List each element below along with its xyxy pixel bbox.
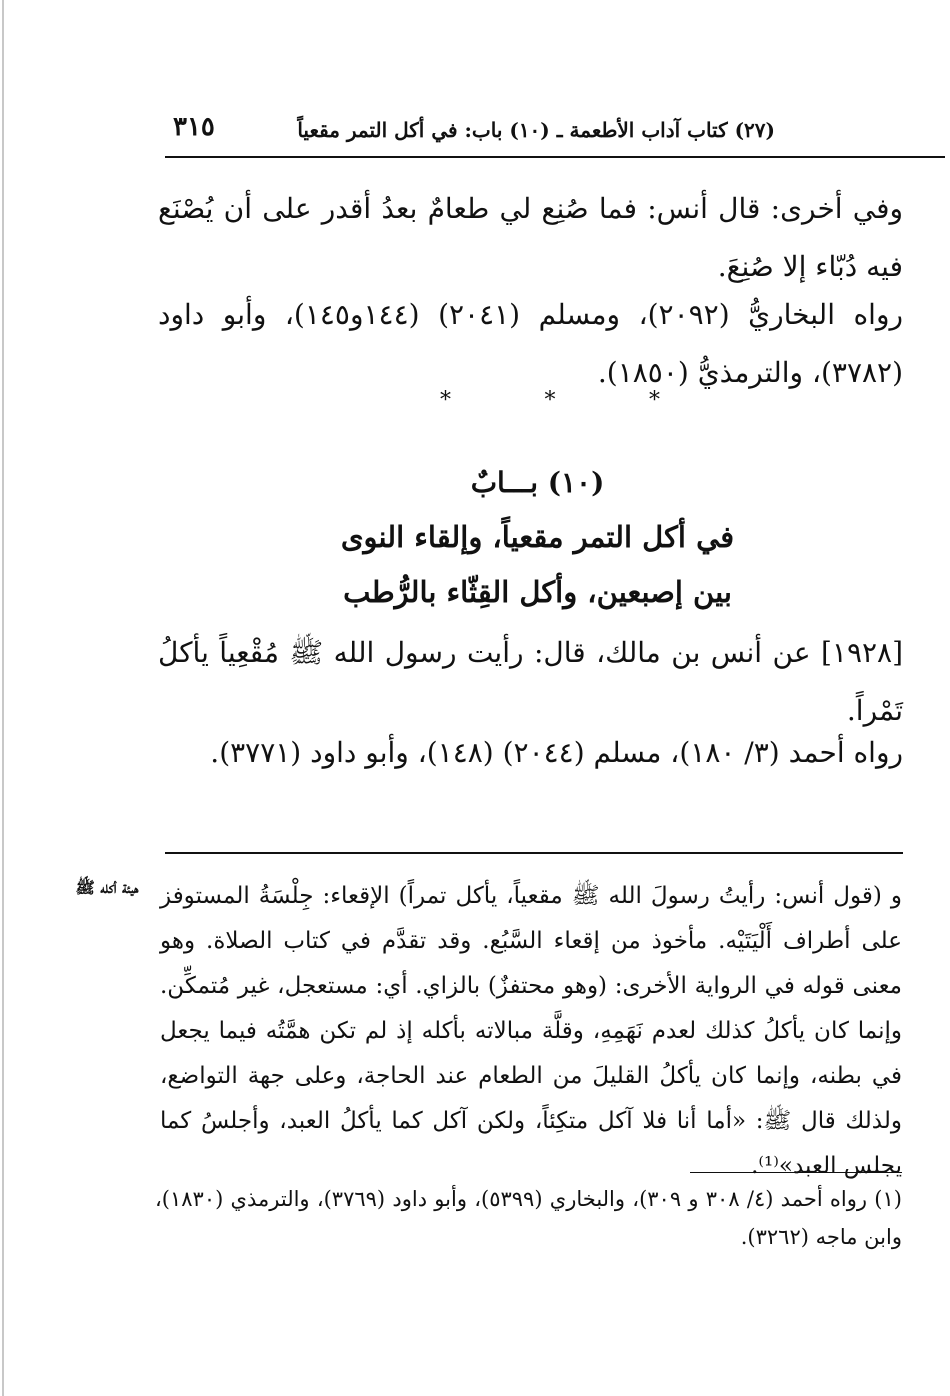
- chapter-number: (١٠) بـــابٌ: [470, 466, 605, 499]
- header-rule: [165, 156, 945, 158]
- page-number: ٣١٥: [173, 112, 215, 142]
- hadith-sources-paragraph: رواه أحمد (٣/ ١٨٠)، مسلم (٢٠٤٤) (١٤٨)، وأبو داود (٣٧٧١).: [210, 736, 903, 769]
- text-divider: [165, 852, 903, 854]
- footnote-rule: [690, 1172, 902, 1173]
- running-head: (٢٧) كتاب آداب الأطعمة ـ (١٠) باب: في أكل التمر مقعياً: [297, 118, 775, 142]
- hadith-sources-paragraph: رواه البخاريُّ (٢٠٩٢)، ومسلم (٢٠٤١) (١٤٤و١٤٥)، وأبو داود (٣٧٨٢)، والترمذيُّ (١٨٥٠).: [158, 298, 903, 389]
- page-header: [165, 112, 945, 152]
- chapter-heading: [165, 455, 910, 620]
- hadith-variant-paragraph: وفي أخرى: قال أنس: فما صُنِع لي طعامٌ بعدُ أقدر على أن يُصْنَع فيه دُبّاء إلا صُنِعَ.: [158, 192, 903, 283]
- footnote: (١) رواه أحمد (٤/ ٣٠٨ و ٣٠٩)، والبخاري (٥٣٩٩)، وأبو داود (٣٧٦٩)، والترمذي (١٨٣٠)، وابن ماجه (٣٢٦٢).: [155, 1187, 902, 1249]
- section-separator: [440, 388, 660, 428]
- margin-note: هيئة أكله ﷺ: [75, 878, 139, 897]
- separator-star: *: [440, 388, 451, 413]
- separator-star: *: [649, 388, 660, 413]
- scan-edge: [2, 0, 4, 1396]
- hadith-paragraph: [١٩٢٨] عن أنس بن مالك، قال: رأيت رسول الله ﷺ مُقْعِياً يأكلُ تَمْراً.: [158, 636, 903, 727]
- chapter-title-line: في أكل التمر مقعياً، وإلقاء النوى: [340, 520, 735, 554]
- commentary-text: و (قول أنس: رأيتُ رسولَ الله ﷺ مقعياً، يأكل تمراً) الإقعاء: جِلْسَةُ المستوفز على أطراف أَلْيَتَيْه. مأخوذ من إقعاء السَّبُع. وقد تقدَّم في كتاب الصلاة. وهو معنى قوله في الرواية الأخرى: (وهو محتفزٌ) بالزاي. أي: مستعجل، غير مُتمكِّن. وإنما كان يأكلُ كذلك لعدم نَهَمِهِ، وقلَّة مبالاته بأكله إذ لم تكن همَّتُه فيما يجعل في بطنه، وإنما كان يأكلُ القليلَ من الطعام عند الحاجة، وعلى جهة التواضع، ولذلك قال ﷺ: «أما أنا فلا آكل متكِئاً، ولكن آكل كما يأكلُ العبد، وأجلسُ كما يجلس العبد»⁽¹⁾.: [160, 883, 902, 1179]
- separator-star: *: [544, 388, 556, 413]
- chapter-title-line: بين إصبعين، وأكل القِثّاء بالرُّطب: [343, 575, 732, 609]
